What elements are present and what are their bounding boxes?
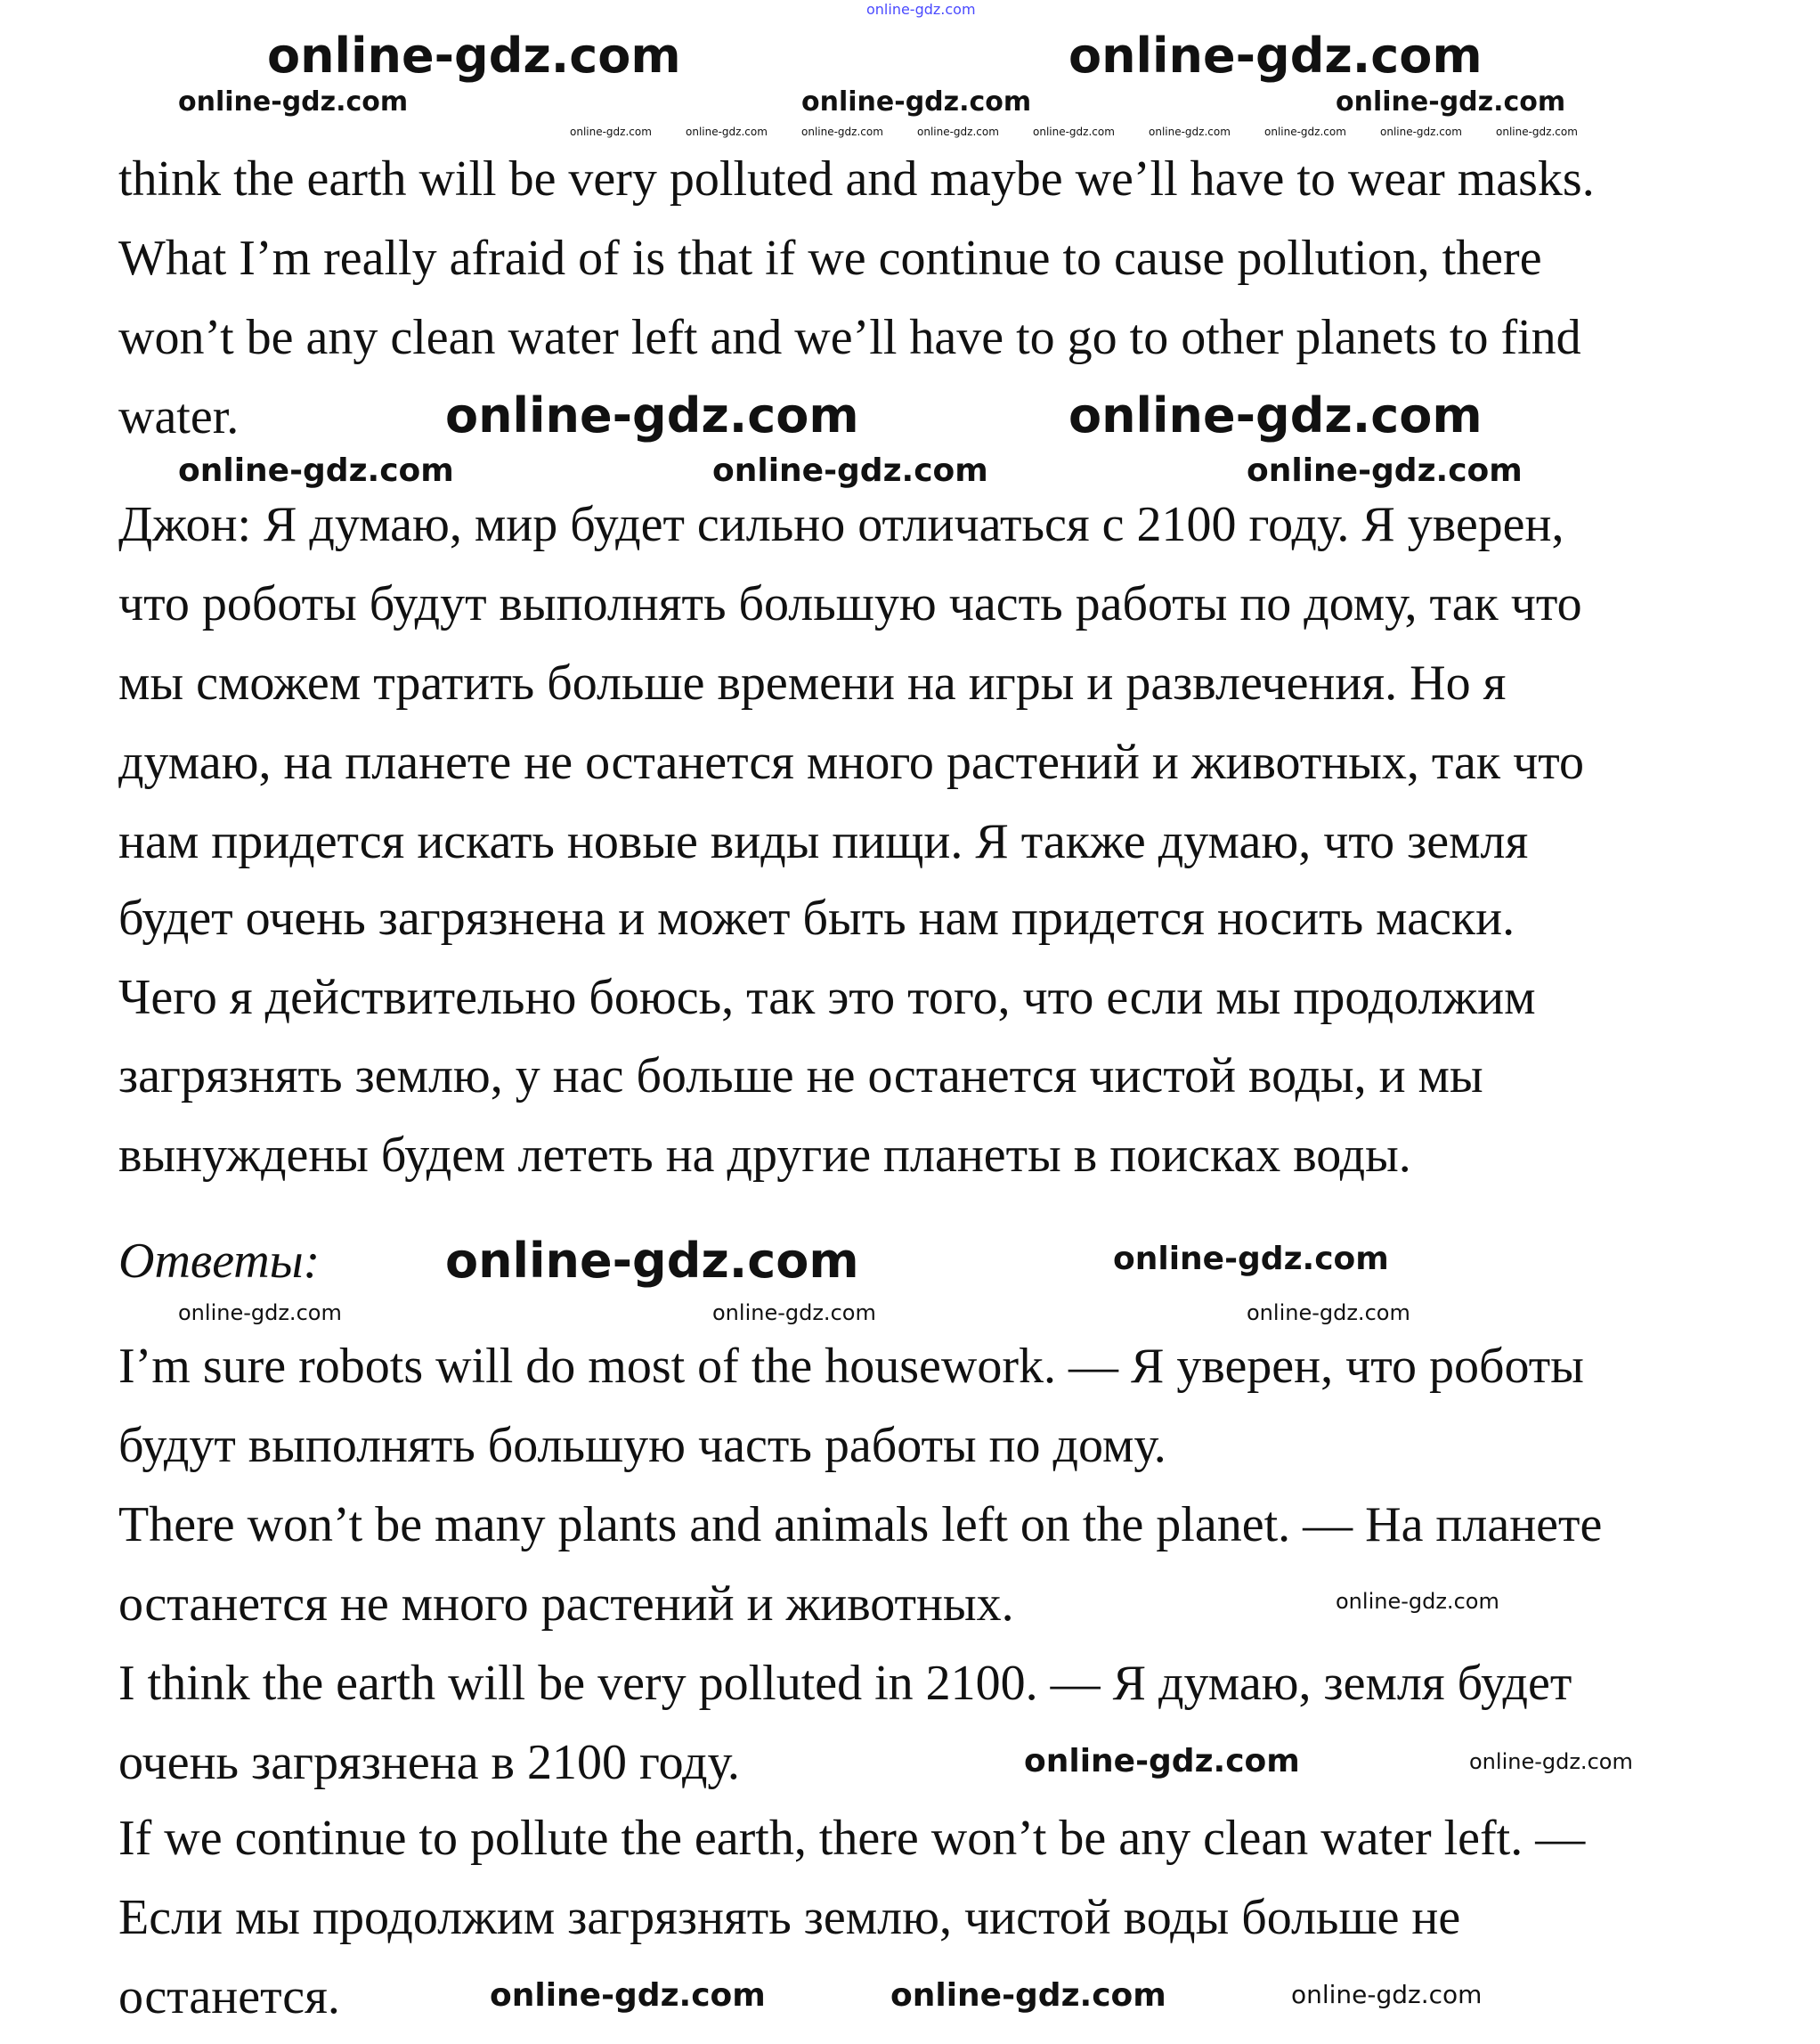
watermark: online-gdz.com [890, 1977, 1166, 2014]
answer-line: очень загрязнена в 2100 году. [118, 1735, 740, 1790]
watermark: online-gdz.com [801, 126, 883, 138]
watermark: online-gdz.com [178, 1300, 342, 1325]
watermark: online-gdz.com [1068, 387, 1483, 444]
text-line: water. [118, 389, 240, 444]
answer-line: будут выполнять большую часть работы по дому. [118, 1418, 1166, 1473]
answer-line: останется. [118, 1969, 340, 2024]
watermark: online-gdz.com [1380, 126, 1462, 138]
answer-line: If we continue to pollute the earth, there won’t be any clean water left. — [118, 1811, 1586, 1866]
text-line: загрязнять землю, у нас больше не останется чистой воды, и мы [118, 1048, 1483, 1103]
watermark: online-gdz.com [866, 1, 976, 18]
text-line: Джон: Я думаю, мир будет сильно отличаться с 2100 году. Я уверен, [118, 497, 1564, 552]
watermark: online-gdz.com [570, 126, 652, 138]
answer-line: Если мы продолжим загрязнять землю, чистой воды больше не [118, 1890, 1461, 1945]
watermark: online-gdz.com [1336, 86, 1566, 118]
watermark: online-gdz.com [445, 387, 859, 444]
watermark: online-gdz.com [1264, 126, 1346, 138]
answer-line: There won’t be many plants and animals left on the planet. — На планете [118, 1497, 1603, 1552]
watermark: online-gdz.com [1024, 1743, 1300, 1779]
watermark: online-gdz.com [1068, 28, 1483, 84]
watermark: online-gdz.com [1496, 126, 1578, 138]
watermark: online-gdz.com [1336, 1589, 1499, 1614]
text-line: нам придется искать новые виды пищи. Я также думаю, что земля [118, 814, 1529, 869]
answer-line: I think the earth will be very polluted in 2100. — Я думаю, земля будет [118, 1656, 1572, 1711]
watermark: online-gdz.com [1247, 1300, 1410, 1325]
watermark: online-gdz.com [712, 1300, 876, 1325]
watermark: online-gdz.com [178, 452, 454, 489]
watermark: online-gdz.com [1113, 1241, 1389, 1277]
watermark: online-gdz.com [1469, 1749, 1633, 1774]
answer-line: I’m sure robots will do most of the housework. — Я уверен, что роботы [118, 1339, 1584, 1394]
watermark: online-gdz.com [1033, 126, 1115, 138]
answer-line: останется не много растений и животных. [118, 1576, 1014, 1632]
text-line: Чего я действительно боюсь, так это того, что если мы продолжим [118, 970, 1536, 1025]
watermark: online-gdz.com [490, 1977, 766, 2014]
text-line: мы сможем тратить больше времени на игры и развлечения. Но я [118, 656, 1507, 711]
watermark: online-gdz.com [267, 28, 681, 84]
text-line: что роботы будут выполнять большую часть работы по дому, так что [118, 576, 1582, 631]
text-line: won’t be any clean water left and we’ll have to go to other planets to find [118, 310, 1581, 365]
text-line: What I’m really afraid of is that if we continue to cause pollution, there [118, 231, 1542, 286]
watermark: online-gdz.com [1291, 1980, 1483, 2009]
watermark: online-gdz.com [712, 452, 988, 489]
watermark: online-gdz.com [801, 86, 1032, 118]
text-line: think the earth will be very polluted and maybe we’ll have to wear masks. [118, 151, 1595, 207]
answers-heading: Ответы: [118, 1234, 321, 1289]
text-line: будет очень загрязнена и может быть нам придется носить маски. [118, 891, 1515, 946]
watermark: online-gdz.com [445, 1233, 859, 1289]
watermark: online-gdz.com [1247, 452, 1523, 489]
watermark: online-gdz.com [1149, 126, 1231, 138]
text-line: вынуждены будем лететь на другие планеты в поисках воды. [118, 1128, 1411, 1183]
watermark: online-gdz.com [178, 86, 409, 118]
watermark: online-gdz.com [917, 126, 999, 138]
watermark: online-gdz.com [686, 126, 768, 138]
text-line: думаю, на планете не останется много растений и животных, так что [118, 735, 1584, 790]
